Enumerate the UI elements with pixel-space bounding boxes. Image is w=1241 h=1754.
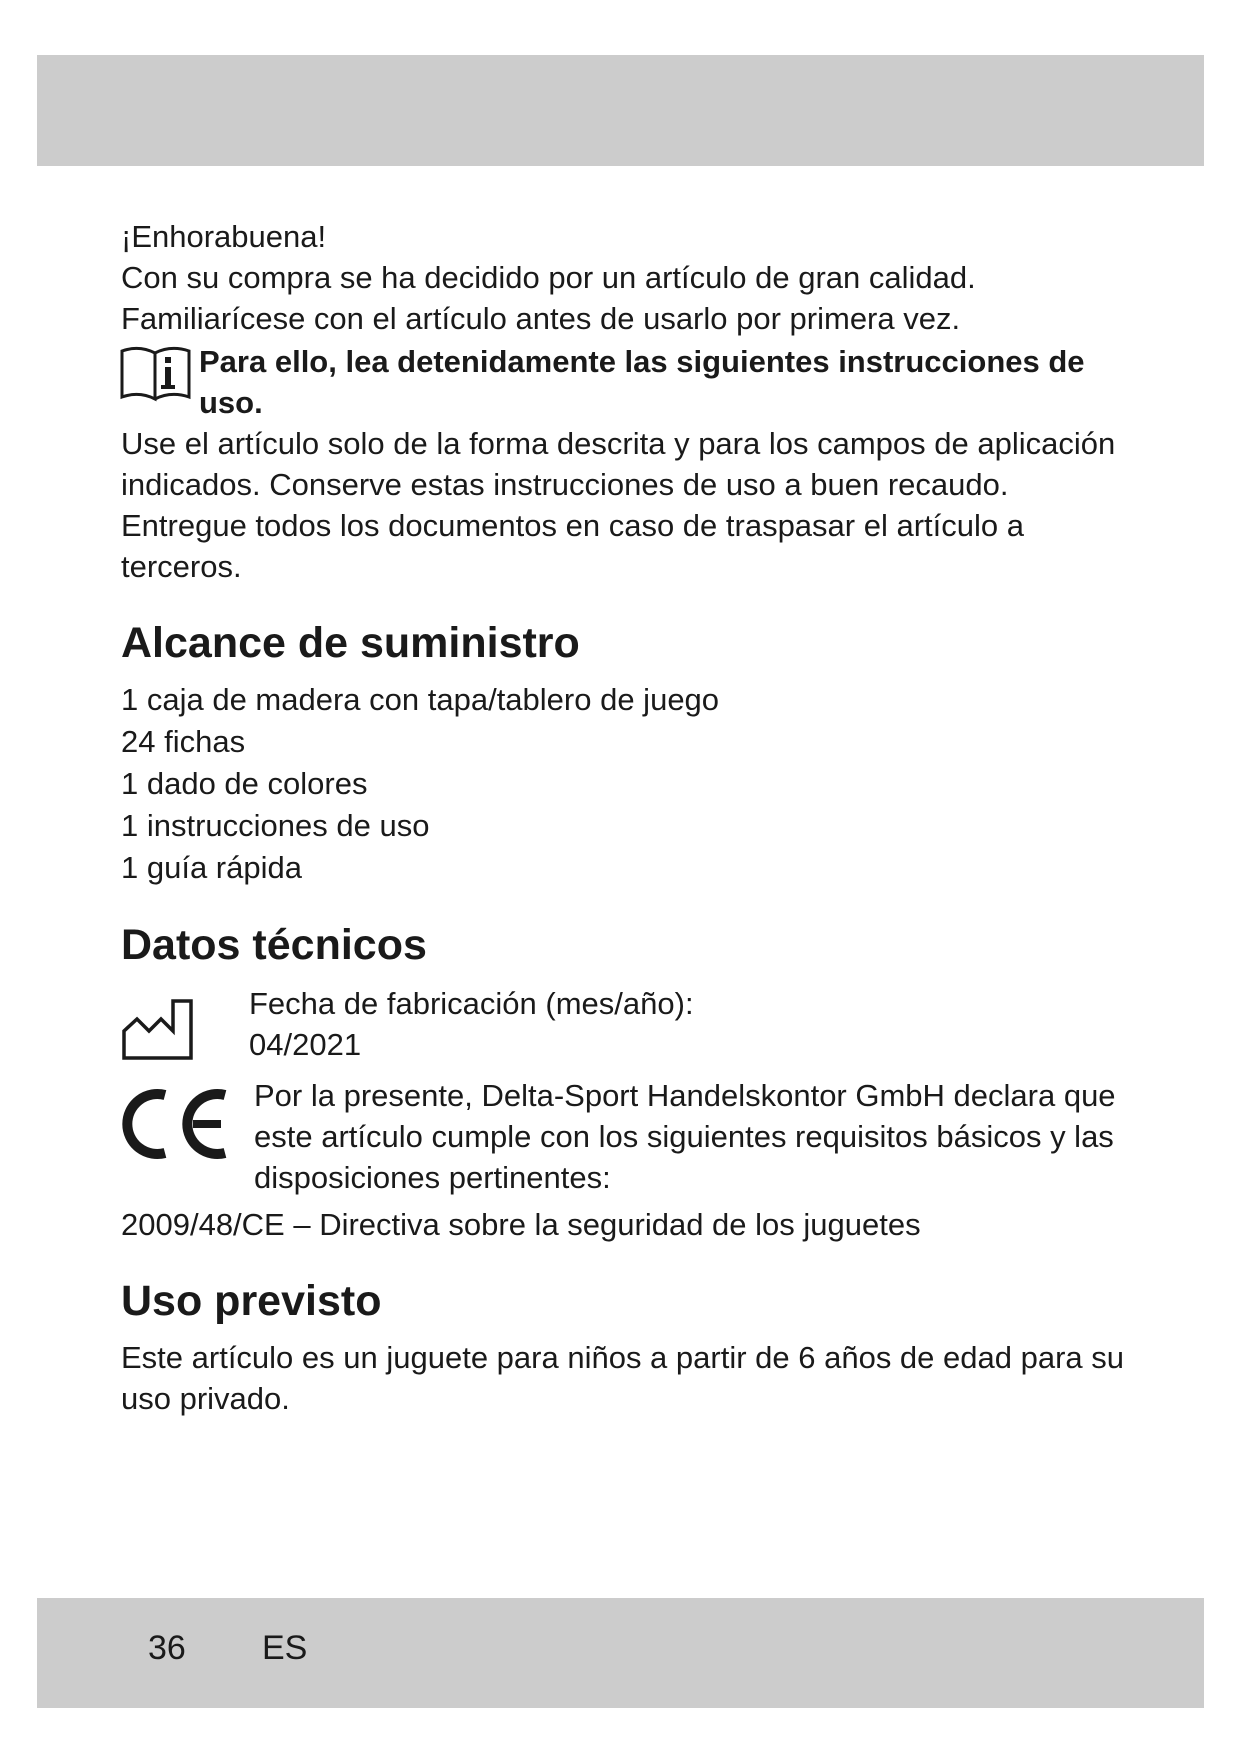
ce-mark-icon: [121, 1085, 231, 1163]
language-code: ES: [262, 1629, 308, 1667]
supply-list: [121, 679, 1131, 889]
intro-paragraph: Con su compra se ha decidido por un artículo de gran calidad. Familiarícese con el artículo antes de usarlo por primera vez.: [121, 260, 976, 336]
manufacture-row: [121, 983, 1131, 1065]
header-band: [37, 55, 1204, 166]
instructions-note: [121, 341, 1131, 423]
factory-icon: [121, 995, 195, 1061]
manufacture-label: Fecha de fabricación (mes/año):: [249, 986, 694, 1021]
ce-row: [121, 1075, 1131, 1198]
directive-text: 2009/48/CE – Directiva sobre la seguridad de los juguetes: [121, 1207, 921, 1242]
intended-use-heading: Uso previsto: [121, 1277, 382, 1325]
page-number: 36: [148, 1629, 186, 1667]
usage-paragraph: Use el artículo solo de la forma descrita y para los campos de aplicación indicados. Conserve estas instrucciones de uso a buen recaudo. Entregue todos los documentos en caso de traspasar el artículo a terceros.: [121, 426, 1116, 584]
greeting-text: ¡Enhorabuena!: [121, 219, 327, 254]
manufacture-date: 04/2021: [249, 1027, 362, 1062]
intended-use-text: Este artículo es un juguete para niños a partir de 6 años de edad para su uso privado.: [121, 1340, 1125, 1416]
list-item: 1 dado de colores: [121, 766, 368, 801]
list-item: 1 instrucciones de uso: [121, 808, 430, 843]
list-item: 1 guía rápida: [121, 850, 302, 885]
page-content: [121, 216, 1131, 1419]
list-item: 24 fichas: [121, 724, 246, 759]
ce-declaration: Por la presente, Delta-Sport Handelskontor GmbH declara que este artículo cumple con los siguientes requisitos básicos y las disposiciones pertinentes:: [254, 1078, 1116, 1195]
supply-heading: Alcance de suministro: [121, 619, 580, 667]
note-text: Para ello, lea detenidamente las siguientes instrucciones de uso.: [199, 344, 1085, 420]
info-book-icon: [119, 345, 195, 403]
list-item: 1 caja de madera con tapa/tablero de juego: [121, 682, 720, 717]
technical-heading: Datos técnicos: [121, 921, 427, 969]
footer-band: [37, 1598, 1204, 1708]
